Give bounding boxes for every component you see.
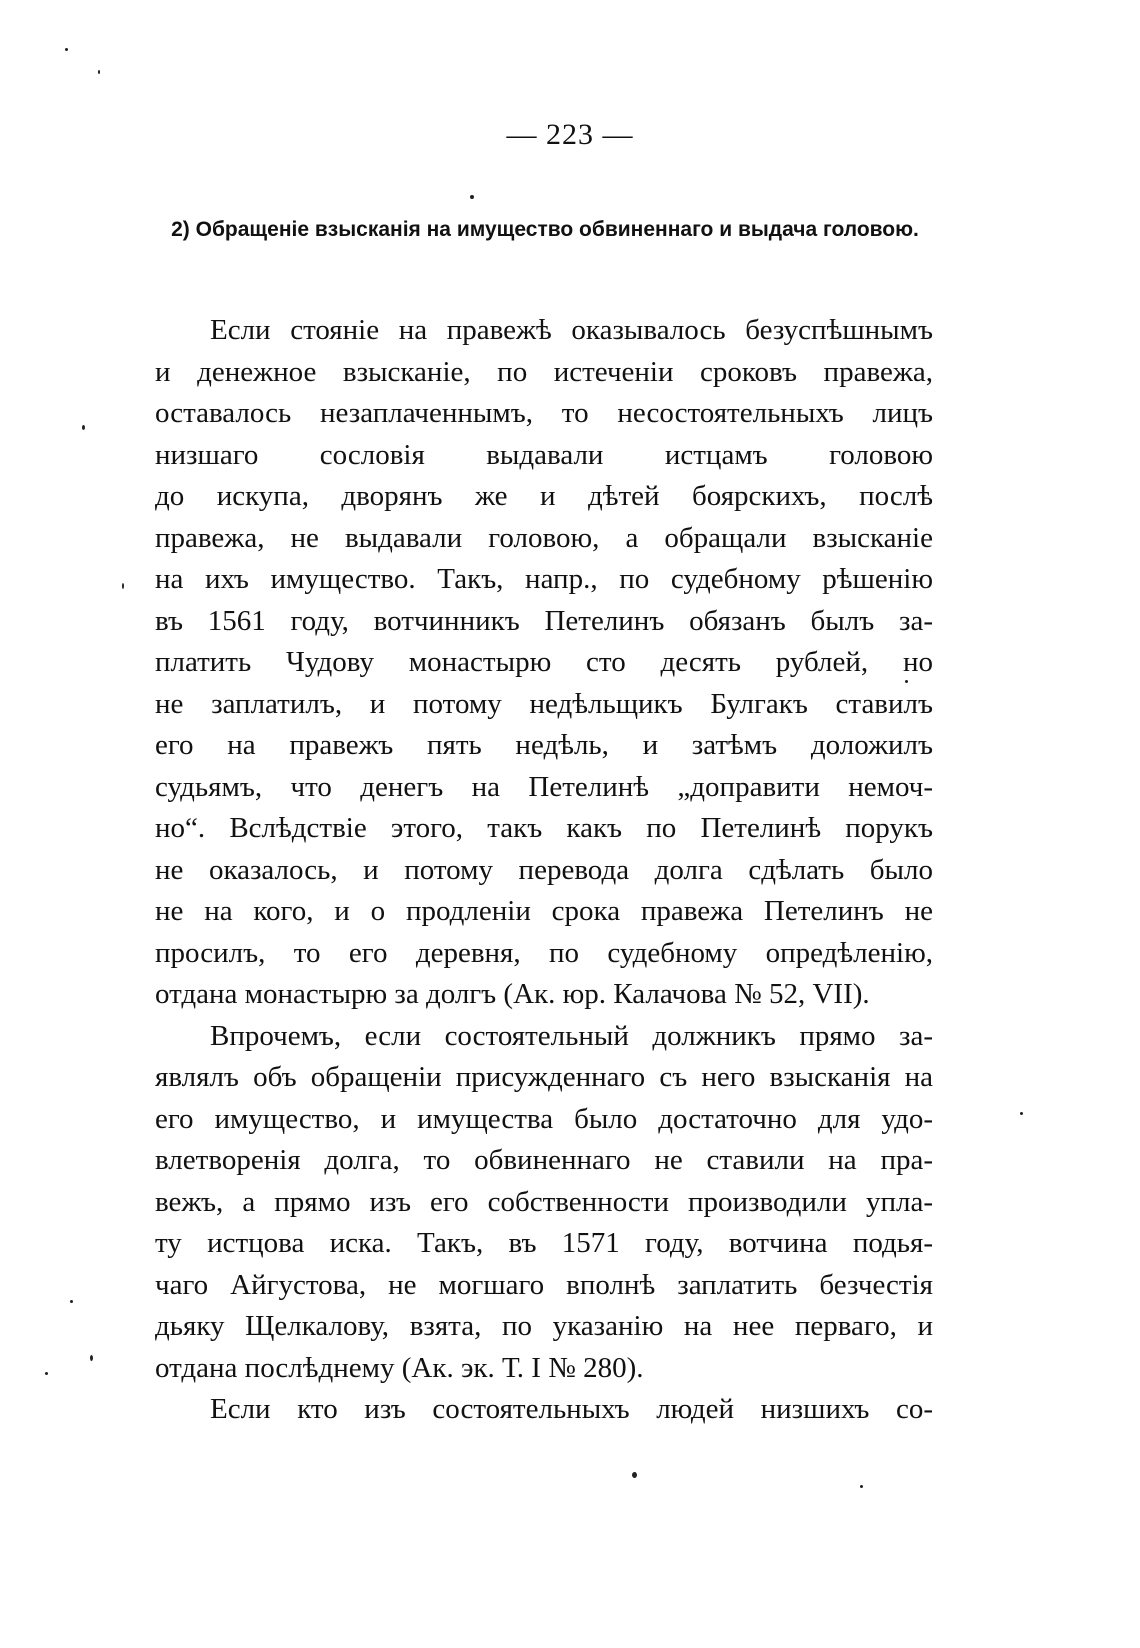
text-line: и денежное взысканіе, по истеченіи сроковъ правежа,: [155, 355, 933, 388]
text-line: его имущество, и имущества было достаточно для удо-: [155, 1102, 933, 1135]
text-line: отдана монастырю за долгъ (Ак. юр. Калачова № 52, VII).: [155, 978, 870, 1010]
section-heading: 2) Обращеніе взысканія на имущество обвиненнаго и выдача головою.: [171, 218, 919, 241]
text-line: Впрочемъ, если состоятельный должникъ прямо за-: [210, 1019, 933, 1052]
text-line: правежа, не выдавали головою, а обращали взысканіе: [155, 521, 933, 554]
page-number: — 223 —: [506, 118, 634, 151]
text-line: не оказалось, и потому перевода долга сдѣлать было: [155, 853, 933, 886]
body-text: [155, 310, 933, 1431]
text-line: до искупа, дворянъ же и дѣтей боярскихъ, послѣ: [155, 480, 933, 512]
text-line: отдана послѣднему (Ак. эк. Т. I № 280).: [155, 1351, 644, 1384]
scan-speck: [122, 583, 124, 589]
scan-speck: [45, 1372, 48, 1375]
text-line: являлъ объ обращеніи присужденнаго съ него взысканія на: [155, 1061, 933, 1093]
scan-speck: [82, 425, 85, 430]
scan-speck: [65, 48, 68, 51]
text-line: чаго Айгустова, не могшаго вполнѣ заплатить безчестія: [155, 1268, 933, 1301]
text-line: въ 1561 году, вотчинникъ Петелинъ обязанъ былъ за-: [155, 604, 933, 637]
text-line: судьямъ, что денегъ на Петелинѣ „доправити немоч-: [155, 770, 933, 803]
text-line: Если стояніе на правежѣ оказывалось безуспѣшнымъ: [210, 314, 933, 346]
scan-speck: [70, 1300, 73, 1303]
scan-speck: [905, 680, 908, 683]
scan-speck: [470, 195, 474, 199]
text-line: влетворенія долга, то обвиненнаго не ставили на пра-: [155, 1144, 933, 1176]
text-line: просилъ, то его деревня, по судебному опредѣленію,: [155, 936, 933, 969]
scan-speck: [860, 1485, 863, 1488]
text-line: не заплатилъ, и потому недѣльщикъ Булгакъ ставилъ: [155, 687, 933, 720]
scan-speck: [90, 1355, 93, 1361]
text-line: Если кто изъ состоятельныхъ людей низшихъ со-: [210, 1393, 933, 1425]
scan-speck: [632, 1472, 637, 1478]
text-line: платить Чудову монастырю сто десять рублей, но: [155, 646, 933, 678]
text-line: низшаго сословія выдавали истцамъ головою: [155, 438, 933, 471]
scan-speck: [1020, 1112, 1023, 1115]
text-line: не на кого, и о продленіи срока правежа Петелинъ не: [155, 895, 933, 927]
text-line: оставалось незаплаченнымъ, то несостоятельныхъ лицъ: [155, 397, 933, 429]
text-line: но“. Вслѣдствіе этого, такъ какъ по Петелинѣ порукъ: [155, 812, 933, 844]
text-line: ту истцова иска. Такъ, въ 1571 году, вотчина подья-: [155, 1227, 933, 1259]
text-line: на ихъ имущество. Такъ, напр., по судебному рѣшенію: [155, 563, 933, 595]
text-line: дьяку Щелкалову, взята, по указанію на нее перваго, и: [155, 1310, 933, 1342]
text-line: вежъ, а прямо изъ его собственности производили упла-: [155, 1185, 933, 1218]
text-line: его на правежъ пять недѣль, и затѣмъ доложилъ: [155, 729, 933, 761]
scan-speck: [98, 70, 100, 74]
